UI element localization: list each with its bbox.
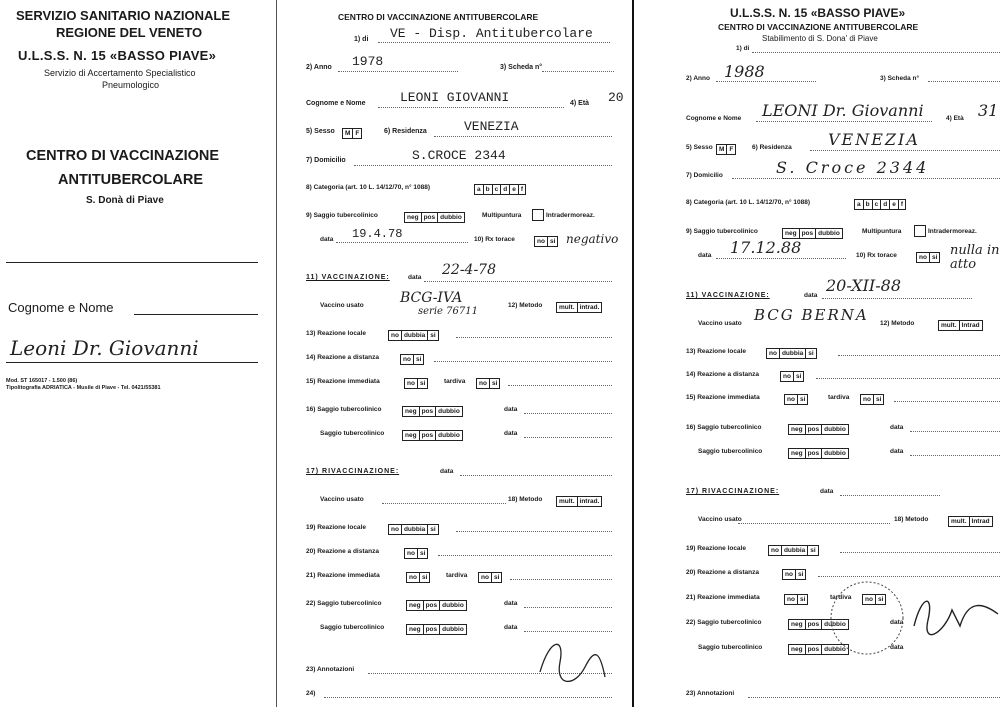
revaccine-label: Vaccino usato	[320, 496, 364, 503]
f2-dots	[338, 71, 458, 72]
right-vaccination-date-dots	[822, 298, 972, 299]
r13-boxes: no dubbia si	[388, 327, 439, 345]
name-label: Cognome e Nome	[306, 100, 366, 107]
category-label: 8) Categoria (art. 10 L. 14/12/70, n° 1088)	[306, 184, 430, 191]
right-name-dots	[756, 121, 932, 122]
revaccination-date-label: data	[440, 468, 454, 475]
right-r16b-label: Saggio tubercolinico	[698, 448, 763, 455]
f1-label: 1) di	[354, 36, 369, 43]
centre-title-1: CENTRO DI VACCINAZIONE	[26, 148, 220, 164]
r15-dots	[508, 385, 612, 386]
r15-tardiva-boxes: no si	[476, 375, 500, 393]
right-residence-dots	[810, 150, 1000, 151]
right-r20-label: 20) Reazione a distanza	[686, 569, 759, 576]
category-boxes: a b c d e f	[474, 181, 526, 199]
right-r19-label: 19) Reazione locale	[686, 545, 746, 552]
r21-dots	[510, 579, 612, 580]
right-vaccine-label: Vaccino usato	[698, 320, 742, 327]
region-heading: REGIONE DEL VENETO	[56, 25, 203, 40]
r13-dots	[456, 337, 612, 338]
right-f1-dots	[752, 52, 1000, 53]
r20-boxes: no si	[404, 545, 428, 563]
r21-tardiva-label: tardiva	[446, 572, 468, 579]
card-edge-line	[276, 0, 277, 707]
right-r16-boxes: neg pos dubbio	[788, 421, 849, 439]
r19-dots	[456, 531, 612, 532]
right-r16b-dots	[910, 455, 1000, 456]
r14-boxes: no si	[400, 351, 424, 369]
r22b-label: Saggio tubercolinico	[320, 624, 385, 631]
right-f3-dots	[928, 81, 1000, 82]
right-f3-label: 3) Scheda n°	[880, 75, 920, 82]
right-r13-label: 13) Reazione locale	[686, 348, 746, 355]
r16b-label: Saggio tubercolinico	[320, 430, 385, 437]
right-saggio-date-dots	[716, 258, 846, 259]
saggio-date-label: data	[320, 236, 334, 243]
right-r22-date-label: data	[890, 619, 904, 626]
right-r19-boxes: no dubbia si	[768, 542, 819, 560]
right-r14-boxes: no si	[780, 368, 804, 386]
right-rx-label: 10) Rx torace	[856, 252, 897, 259]
right-r16b-date-label: data	[890, 448, 904, 455]
centre-title-2: ANTITUBERCOLARE	[58, 172, 203, 188]
r16-boxes: neg pos dubbio	[402, 403, 463, 421]
r19-label: 19) Reazione locale	[306, 524, 366, 531]
service-line-2: Pneumologico	[102, 80, 160, 90]
sex-label: 5) Sesso	[306, 128, 335, 135]
right-revaccination-date-label: data	[820, 488, 834, 495]
right-r15-tardiva-label: tardiva	[828, 394, 850, 401]
vaccine-value: BCG-IVA	[400, 290, 463, 306]
r22b-boxes: neg pos dubbio	[406, 621, 467, 639]
right-ulss-heading: U.L.S.S. N. 15 «BASSO PIAVE»	[730, 6, 906, 20]
r22b-date-label: data	[504, 624, 518, 631]
r20-label: 20) Reazione a distanza	[306, 548, 379, 555]
r16b-boxes: neg pos dubbio	[402, 427, 463, 445]
right-r22b-boxes: neg pos dubbio	[788, 641, 849, 659]
r21-boxes: no si	[406, 569, 430, 587]
right-r18-boxes: mult. Intrad	[948, 513, 993, 531]
age-label: 4) Età	[570, 100, 590, 107]
right-r21-label: 21) Reazione immediata	[686, 594, 760, 601]
r15-label: 15) Reazione immediata	[306, 378, 380, 385]
right-revaccine-label: Vaccino usato	[698, 516, 742, 523]
saggio-boxes: neg pos dubbio	[404, 209, 465, 227]
right-age-value: 31	[978, 101, 999, 120]
vaccine-series: serie 76711	[418, 306, 478, 317]
right-multipuntura-label: Multipuntura	[862, 228, 902, 235]
right-r14-dots	[816, 378, 1000, 379]
ulss-heading: U.L.S.S. N. 15 «BASSO PIAVE»	[18, 48, 217, 63]
right-r15-label: 15) Reazione immediata	[686, 394, 760, 401]
right-saggio-date-value: 17.12.88	[730, 238, 802, 257]
right-subtitle: Stabilimento di S. Dona' di Piave	[762, 34, 878, 43]
right-vaccination-heading: 11) VACCINAZIONE:	[686, 292, 770, 299]
right-r23-label: 23) Annotazioni	[686, 690, 735, 697]
card-border-line	[632, 0, 634, 707]
name-handwritten: Leoni Dr. Giovanni	[10, 336, 199, 360]
right-r22-label: 22) Saggio tubercolinico	[686, 619, 762, 626]
name-value-line	[6, 362, 258, 363]
town-label: S. Donà di Piave	[86, 195, 164, 206]
method-boxes: mult. intrad.	[556, 299, 602, 317]
right-r18-label: 18) Metodo	[894, 516, 929, 523]
r23-label: 23) Annotazioni	[306, 666, 355, 673]
r24-label: 24)	[306, 690, 316, 697]
signature-scribble	[530, 632, 610, 692]
revaccination-heading: 17) RIVACCINAZIONE:	[306, 468, 400, 475]
r13-label: 13) Reazione locale	[306, 330, 366, 337]
r22-date-label: data	[504, 600, 518, 607]
right-r22b-label: Saggio tubercolinico	[698, 644, 763, 651]
right-method-boxes: mult. Intrad	[938, 317, 983, 335]
intradermo-label: Intradermoreaz.	[546, 212, 595, 219]
right-r22-boxes: neg pos dubbio	[788, 616, 849, 634]
domicile-label: 7) Domicilio	[306, 157, 346, 164]
right-revaccination-dots	[840, 495, 940, 496]
left-card	[0, 0, 270, 707]
r15-tardiva-label: tardiva	[444, 378, 466, 385]
name-dots	[378, 107, 564, 108]
right-r23-dots	[748, 697, 1000, 698]
right-f2-value: 1988	[724, 62, 765, 81]
r14-dots	[434, 361, 612, 362]
sex-boxes: M F	[342, 125, 362, 143]
divider-line	[6, 262, 258, 263]
right-r14-label: 14) Reazione a distanza	[686, 371, 759, 378]
r21-tardiva-boxes: no si	[478, 569, 502, 587]
service-line-1: Servizio di Accertamento Specialistico	[44, 68, 196, 78]
right-r20-dots	[818, 576, 1000, 577]
revaccination-dots	[460, 475, 612, 476]
right-vaccination-date-value: 20-XII-88	[826, 276, 901, 295]
vaccination-heading: 11) VACCINAZIONE:	[306, 274, 390, 281]
ssn-heading: SERVIZIO SANITARIO NAZIONALE	[16, 8, 231, 23]
saggio-label: 9) Saggio tubercolinico	[306, 212, 378, 219]
right-saggio-boxes: neg pos dubbio	[782, 225, 843, 243]
residence-dots	[434, 136, 612, 137]
r18-boxes: mult. intrad.	[556, 493, 602, 511]
residence-value: VENEZIA	[464, 119, 519, 134]
r22-boxes: neg pos dubbio	[406, 597, 467, 615]
f1-dots	[378, 42, 610, 43]
rx-note: negativo	[566, 232, 619, 246]
r24-dots	[324, 697, 612, 698]
vaccination-date-label: data	[408, 274, 422, 281]
right-r21-tardiva-label: tardiva	[830, 594, 852, 601]
method-label: 12) Metodo	[508, 302, 543, 309]
f3-label: 3) Scheda n°	[500, 64, 543, 71]
name-underline	[134, 314, 258, 315]
right-name-value: LEONI Dr. Giovanni	[762, 101, 924, 120]
right-card	[672, 0, 1000, 707]
right-title: CENTRO DI VACCINAZIONE ANTITUBERCOLARE	[718, 22, 919, 32]
name-value: LEONI GIOVANNI	[400, 90, 510, 105]
multipuntura-label: Multipuntura	[482, 212, 522, 219]
name-label: Cognome e Nome	[8, 300, 114, 315]
r18-label: 18) Metodo	[508, 496, 543, 503]
right-rx-boxes: no si	[916, 249, 940, 267]
right-f1-label: 1) di	[736, 45, 750, 52]
r16-label: 16) Saggio tubercolinico	[306, 406, 382, 413]
right-vaccination-date-label: data	[804, 292, 818, 299]
domicile-value: S.CROCE 2344	[412, 148, 506, 163]
multipuntura-box	[532, 209, 544, 221]
right-sex-boxes: M F	[716, 141, 736, 159]
right-residence-label: 6) Residenza	[752, 144, 792, 151]
right-r16-label: 16) Saggio tubercolinico	[686, 424, 762, 431]
right-age-label: 4) Età	[946, 115, 964, 122]
right-revaccination-heading: 17) RIVACCINAZIONE:	[686, 488, 780, 495]
right-saggio-date-label: data	[698, 252, 712, 259]
right-r15-boxes: no si	[784, 391, 808, 409]
right-domicile-dots	[732, 178, 1000, 179]
vaccination-date-dots	[424, 281, 612, 282]
r16-date-label: data	[504, 406, 518, 413]
stamp-circle	[822, 578, 912, 658]
r22-label: 22) Saggio tubercolinico	[306, 600, 382, 607]
right-r15-dots	[894, 401, 1000, 402]
r16b-date-label: data	[504, 430, 518, 437]
f2-value: 1978	[352, 54, 384, 69]
right-method-label: 12) Metodo	[880, 320, 915, 327]
mod-code: Mod. ST 165017 - 1.500 (86)	[6, 378, 78, 384]
middle-card	[294, 0, 630, 707]
residence-label: 6) Residenza	[384, 128, 427, 135]
domicile-dots	[354, 165, 612, 166]
right-domicile-label: 7) Domicilio	[686, 172, 723, 179]
middle-title: CENTRO DI VACCINAZIONE ANTITUBERCOLARE	[338, 12, 539, 22]
right-intradermo-label: Intradermoreaz.	[928, 228, 977, 235]
r21-label: 21) Reazione immediata	[306, 572, 380, 579]
r14-label: 14) Reazione a distanza	[306, 354, 379, 361]
right-r19-dots	[840, 552, 1000, 553]
right-category-boxes: a b c d e f	[854, 196, 906, 214]
r16b-dots	[524, 437, 612, 438]
right-r13-boxes: no dubbia si	[766, 345, 817, 363]
rx-label: 10) Rx torace	[474, 236, 515, 243]
r15-boxes: no si	[404, 375, 428, 393]
printer-info: Tipolitografia ADRIATICA - Musile di Piave - Tel. 0421/55381	[6, 385, 161, 391]
right-vaccine-value: BCG BERNA	[754, 306, 869, 324]
right-name-label: Cognome e Nome	[686, 115, 742, 122]
vaccination-date-value: 22-4-78	[442, 262, 496, 278]
right-r21-tardiva-boxes: no si	[862, 591, 886, 609]
right-f2-label: 2) Anno	[686, 75, 710, 82]
right-r16b-boxes: neg pos dubbio	[788, 445, 849, 463]
signature-scribble-right	[908, 590, 1000, 640]
vaccine-label: Vaccino usato	[320, 302, 364, 309]
r16-dots	[524, 413, 612, 414]
r22-dots	[524, 607, 612, 608]
right-f2-dots	[716, 81, 816, 82]
right-r15-tardiva-boxes: no si	[860, 391, 884, 409]
right-r22b-date-label: data	[890, 644, 904, 651]
right-r13-dots	[838, 355, 1000, 356]
r19-boxes: no dubbia si	[388, 521, 439, 539]
saggio-date-value: 19.4.78	[352, 227, 403, 241]
saggio-date-dots	[336, 242, 468, 243]
right-sex-label: 5) Sesso	[686, 144, 713, 151]
r20-dots	[438, 555, 612, 556]
right-r16-date-label: data	[890, 424, 904, 431]
right-revaccine-dots	[738, 523, 890, 524]
right-r16-dots	[910, 431, 1000, 432]
f2-label: 2) Anno	[306, 64, 332, 71]
right-residence-value: VENEZIA	[828, 130, 920, 149]
right-saggio-label: 9) Saggio tubercolinico	[686, 228, 758, 235]
right-category-label: 8) Categoria (art. 10 L. 14/12/70, n° 1088)	[686, 199, 810, 206]
right-rx-note: nulla in atto	[950, 243, 1000, 272]
right-domicile-value: S. Croce 2344	[776, 158, 930, 177]
right-r21-boxes: no si	[784, 591, 808, 609]
age-value: 20	[608, 90, 624, 105]
rx-boxes: no si	[534, 233, 558, 251]
right-r20-boxes: no si	[782, 566, 806, 584]
revaccine-dots	[382, 503, 506, 504]
f1-value: VE - Disp. Antitubercolare	[390, 26, 593, 41]
right-multipuntura-box	[914, 225, 926, 237]
f3-dots	[542, 71, 614, 72]
